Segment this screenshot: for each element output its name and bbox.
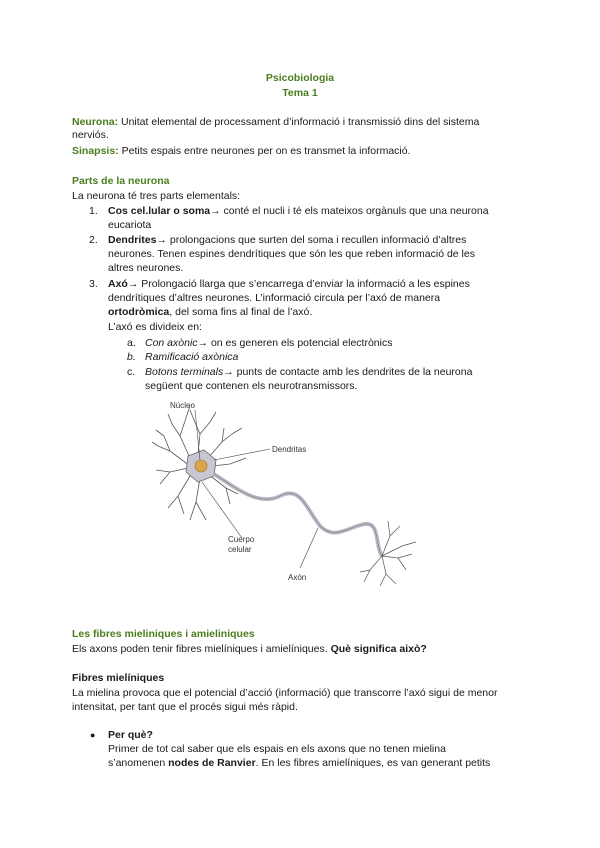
- definition-neurona: [72, 116, 532, 129]
- parts-intro: La neurona té tres parts elementals:: [72, 190, 241, 202]
- sublist-item-botons-line2: següent que contenen els neurotransmissors.: [145, 380, 358, 392]
- list-item-soma-line2: eucariota: [108, 219, 152, 231]
- term-botons: Botons terminals: [145, 366, 224, 378]
- term-nodes-ranvier: nodes de Ranvier: [168, 757, 256, 769]
- ranvier-pre: s’anomenen: [108, 757, 169, 769]
- term-con-axonic: Con axònic: [145, 337, 198, 349]
- text-dendrites: → prolongacions que surten del soma i recullen informació d’altres: [156, 234, 467, 246]
- document-subtitle: Tema 1: [282, 87, 318, 99]
- text-ortodromica: , del soma fins al final de l’axó.: [169, 306, 313, 318]
- mielina-paragraph: La mielina provoca que el potencial d’acció (informació) que transcorre l’axó sigui de menor: [72, 687, 498, 699]
- axo-divisions-intro: L’axó es divideix en:: [108, 321, 202, 333]
- term-axo: Axó: [108, 278, 128, 290]
- label-axon: Axón: [288, 573, 307, 582]
- heading-parts-neurona: Parts de la neurona: [72, 175, 170, 187]
- sublist-letter-a: a.: [127, 337, 136, 349]
- mielina-paragraph-line2: intensitat, per tant que el procés sigui més ràpid.: [72, 701, 298, 713]
- sublist-item-botons: [145, 366, 525, 379]
- bullet-text-line1: Primer de tot cal saber que els espais en els axons que no tenen mielina: [108, 743, 446, 755]
- term-sinapsis: Sinapsis:: [72, 145, 119, 157]
- list-number-1: 1.: [89, 205, 98, 217]
- label-leaders: [195, 410, 318, 568]
- label-celular: celular: [228, 545, 252, 554]
- bullet-icon: ●: [90, 730, 96, 740]
- heading-fibres: Les fibres mieliniques i amieliniques: [72, 628, 255, 640]
- list-item-dendrites: [108, 234, 528, 247]
- list-item-axo-line3: [108, 306, 528, 319]
- list-item-axo-line2: dendrítiques d’altres neurones. L’informació circula per l’axó de manera: [108, 292, 441, 304]
- heading-fibres-mieliniques: Fibres mielíniques: [72, 672, 165, 684]
- sublist-letter-c: c.: [127, 366, 136, 378]
- list-item-dendrites-line2: neurones. Tenen espines dendrítiques que són les que reben informació de les: [108, 248, 475, 260]
- list-item-dendrites-line3: altres neurones.: [108, 262, 184, 274]
- text-botons: → punts de contacte amb les dendrites de la neurona: [223, 366, 473, 378]
- list-number-3: 3.: [89, 278, 98, 290]
- label-nucleo: Núcleo: [170, 401, 195, 410]
- document-title: Psicobiologia: [265, 72, 335, 84]
- text-con-axonic: → on es generen els potencial electrònics: [197, 337, 393, 349]
- term-dendrites: Dendrites: [108, 234, 157, 246]
- bullet-text-line2: [108, 757, 528, 770]
- term-soma: Cos cel.lular o soma: [108, 205, 211, 217]
- label-dendritas: Dendritas: [272, 445, 307, 454]
- fibres-intro: [72, 643, 532, 656]
- ranvier-post: . En les fibres amielíniques, es van generant petits: [255, 757, 491, 769]
- label-cuerpo: Cuerpo: [228, 535, 255, 544]
- term-ortodromica: ortodròmica: [108, 306, 170, 318]
- axon-terminals: [360, 521, 416, 586]
- bullet-per-que: Per què?: [108, 729, 153, 741]
- definition-neurona-line2: nerviós.: [72, 129, 109, 141]
- sublist-item-con-axonic: [145, 337, 525, 350]
- list-item-axo: [108, 278, 528, 291]
- text-sinapsis: Petits espais entre neurones per on es transmet la informació.: [118, 145, 411, 157]
- term-neurona: Neurona:: [72, 116, 119, 128]
- neuron-diagram: [150, 396, 430, 596]
- definition-sinapsis: [72, 145, 532, 158]
- list-number-2: 2.: [89, 234, 98, 246]
- fibres-intro-text: Els axons poden tenir fibres mielíniques i amielíniques.: [72, 643, 331, 655]
- sublist-item-ramificacio: Ramificació axònica: [145, 351, 239, 363]
- fibres-question: Què significa això?: [330, 643, 427, 655]
- nucleus: [195, 460, 207, 472]
- list-item-soma: [108, 205, 528, 218]
- text-neurona: Unitat elemental de processament d’informació i transmissió dins del sistema: [118, 116, 480, 128]
- text-soma: → conté el nucli i té els mateixos orgànuls que una neurona: [210, 205, 489, 217]
- text-axo: → Prolongació llarga que s’encarrega d’enviar la informació a les espines: [127, 278, 470, 290]
- sublist-letter-b: b.: [127, 351, 136, 363]
